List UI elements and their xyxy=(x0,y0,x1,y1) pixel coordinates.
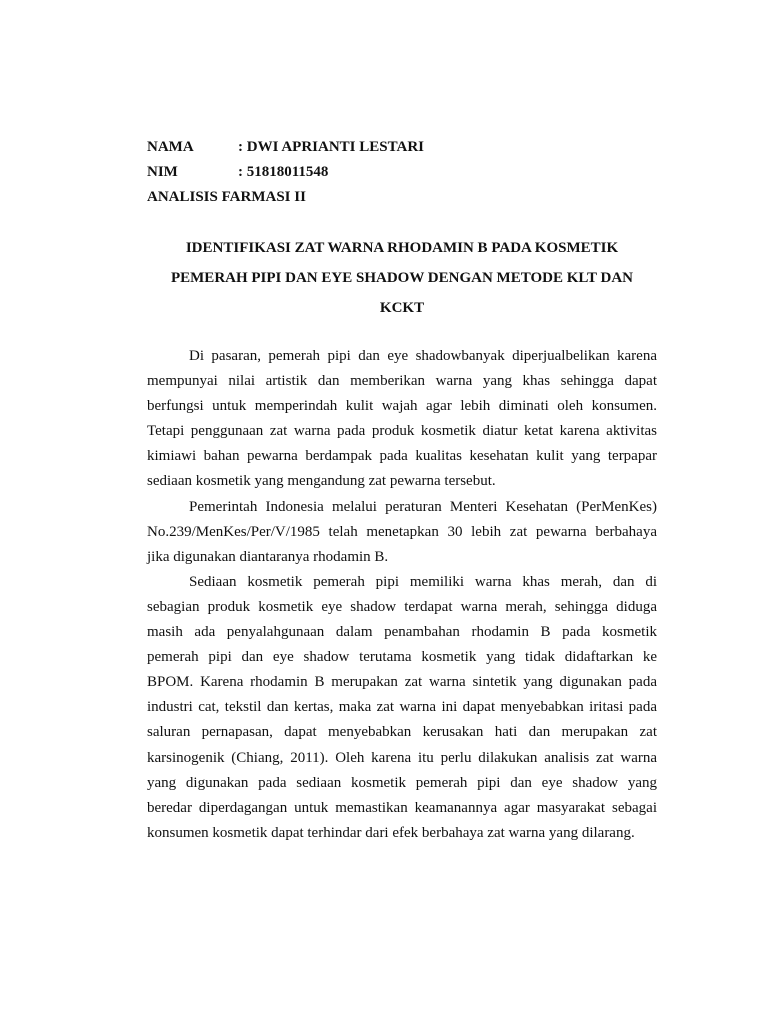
title-line: KCKT xyxy=(379,300,425,316)
text-line: mempunyai nilai artistik dan memberikan warna yang khas sehingga dapat xyxy=(147,373,657,390)
document-body xyxy=(147,344,657,846)
text-line: masih ada penyalahgunaan dalam penambahan rhodamin B pada kosmetik xyxy=(147,624,657,641)
title-line: PEMERAH PIPI DAN EYE SHADOW DENGAN METODE KLT DAN xyxy=(170,270,633,286)
text-line: Di pasaran, pemerah pipi dan eye shadowbanyak diperjualbelikan karena xyxy=(189,348,657,364)
text-line: beredar diperdagangan untuk memastikan keamanannya agar masyarakat sebagai xyxy=(147,799,657,816)
paragraph xyxy=(147,344,657,495)
document-title xyxy=(147,233,657,323)
text-line: sediaan kosmetik yang mengandung zat pewarna tersebut. xyxy=(147,473,496,490)
nim-value: : 51818011548 xyxy=(238,164,329,180)
text-line: industri cat, tekstil dan kertas, maka zat warna ini dapat menyebabkan iritasi pada xyxy=(147,699,657,716)
text-line: konsumen kosmetik dapat terhindar dari efek berbahaya zat warna yang dilarang. xyxy=(147,824,635,841)
text-line: yang digunakan pada sediaan kosmetik pemerah pipi dan eye shadow yang xyxy=(147,774,657,791)
nim-row xyxy=(147,163,328,181)
title-line: IDENTIFIKASI ZAT WARNA RHODAMIN B PADA KOSMETIK xyxy=(185,240,619,256)
text-line: berfungsi untuk memperindah kulit wajah agar lebih diminati oleh konsumen. xyxy=(147,398,657,415)
text-line: saluran pernapasan, dapat menyebabkan kerusakan hati dan merupakan zat xyxy=(147,724,657,741)
text-line: sebagian produk kosmetik eye shadow terdapat warna merah, sehingga diduga xyxy=(147,598,657,615)
course-label: ANALISIS FARMASI II xyxy=(147,189,306,205)
text-line: Tetapi penggunaan zat warna pada produk kosmetik diatur ketat karena aktivitas xyxy=(147,423,657,440)
name-label: NAMA xyxy=(147,139,194,155)
name-value: : DWI APRIANTI LESTARI xyxy=(238,139,425,155)
paragraph xyxy=(147,495,657,570)
text-line: Sediaan kosmetik pemerah pipi memiliki warna khas merah, dan di xyxy=(189,573,657,590)
paragraph xyxy=(147,570,657,846)
text-line: kimiawi bahan pewarna berdampak pada kualitas kesehatan kulit yang terpapar xyxy=(147,448,657,465)
text-line: BPOM. Karena rhodamin B merupakan zat warna sintetik yang digunakan pada xyxy=(147,674,657,691)
name-row xyxy=(147,138,424,156)
text-line: No.239/MenKes/Per/V/1985 telah menetapkan 30 lebih zat pewarna berbahaya xyxy=(147,523,657,540)
text-line: jika digunakan diantaranya rhodamin B. xyxy=(147,548,389,565)
text-line: pemerah pipi dan eye shadow terutama kosmetik yang tidak didaftarkan ke xyxy=(147,649,657,666)
text-line: Pemerintah Indonesia melalui peraturan Menteri Kesehatan (PerMenKes) xyxy=(189,498,657,515)
nim-label: NIM xyxy=(147,164,178,180)
text-line: karsinogenik (Chiang, 2011). Oleh karena itu perlu dilakukan analisis zat warna xyxy=(147,749,657,766)
course-name xyxy=(147,188,306,206)
